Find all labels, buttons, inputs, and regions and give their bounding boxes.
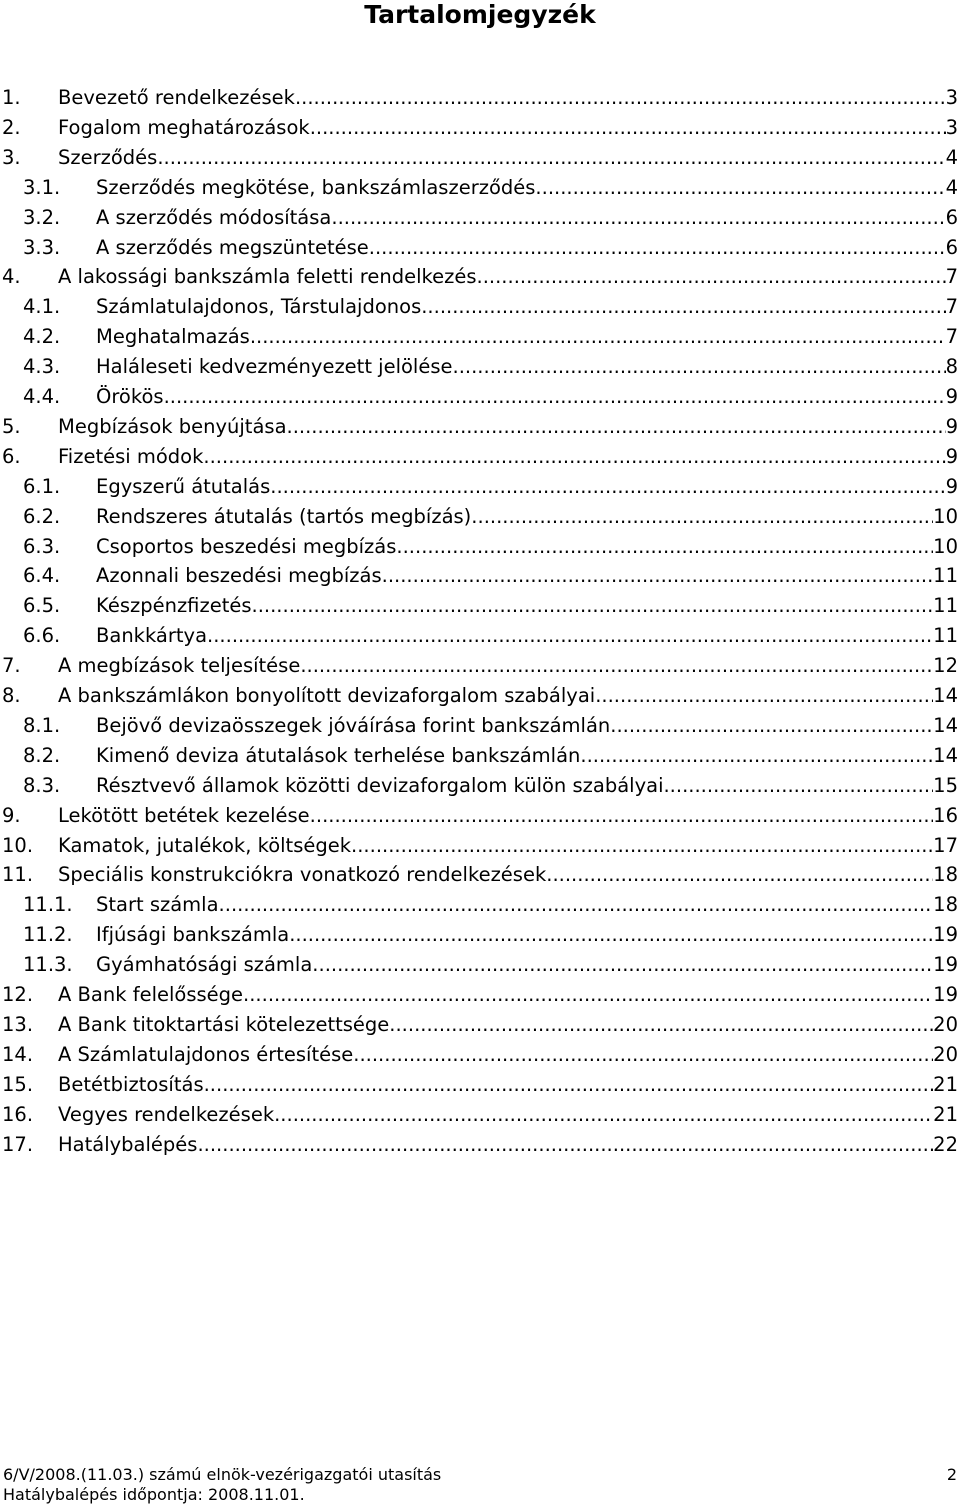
toc-dot-leader: [203, 442, 945, 472]
toc-entry[interactable]: [0, 1010, 960, 1040]
toc-entry-title: Kimenő deviza átutalások terhelése bankszámlán: [96, 743, 581, 767]
page-title: Tartalomjegyzék: [364, 0, 596, 29]
toc-entry-title: A lakossági bankszámla feletti rendelkezés: [58, 265, 477, 289]
toc-entry-number: 6.1.: [23, 474, 61, 498]
toc-entry-title: Örökös: [96, 385, 164, 408]
toc-entry-number: 11.: [2, 863, 34, 887]
toc-dot-leader: [295, 83, 946, 113]
toc-entry-page: 18: [933, 863, 958, 887]
toc-entry[interactable]: [0, 1040, 960, 1070]
toc-entry[interactable]: [0, 591, 960, 621]
toc-entry-number: 6.4.: [23, 564, 61, 588]
toc-entry[interactable]: [0, 292, 960, 322]
toc-entry-page: 11: [933, 624, 958, 648]
toc-entry-page: 21: [933, 1072, 958, 1096]
toc-entry-page: 7: [945, 295, 958, 319]
toc-entry[interactable]: [0, 1100, 960, 1130]
toc-entry[interactable]: [0, 83, 960, 113]
toc-entry-number: 3.1.: [23, 175, 61, 199]
toc-dot-leader: [382, 561, 934, 591]
toc-entry[interactable]: [0, 621, 960, 651]
toc-entry[interactable]: [0, 262, 960, 292]
toc-entry[interactable]: [0, 412, 960, 442]
toc-entry-number: 6.: [2, 444, 21, 468]
toc-entry-number: 9.: [2, 803, 21, 827]
toc-entry-title: Résztvevő államok közötti devizaforgalom külön szabályai: [96, 773, 664, 797]
toc-entry-title: A szerződés megszüntetése: [96, 235, 369, 259]
toc-entry-number: 6.3.: [23, 534, 61, 558]
toc-entry-title: Lekötött betétek kezelése: [58, 803, 310, 827]
toc-dot-leader: [351, 831, 933, 861]
footer-page-number: 2: [946, 1465, 957, 1484]
toc-dot-leader: [287, 412, 946, 442]
toc-dot-leader: [471, 502, 933, 532]
toc-entry-number: 6.5.: [23, 594, 61, 618]
toc-entry-title: Megbízások benyújtása: [58, 414, 287, 438]
toc-entry[interactable]: [0, 113, 960, 143]
toc-entry-title: Gyámhatósági számla: [96, 953, 313, 977]
toc-entry[interactable]: [0, 801, 960, 831]
toc-entry-number: 6.6.: [23, 624, 61, 648]
toc-entry[interactable]: [0, 143, 960, 173]
toc-entry-number: 8.2.: [23, 743, 61, 767]
toc-entry-page: 16: [933, 803, 958, 827]
toc-entry-title: Készpénzfizetés: [96, 594, 252, 618]
toc-dot-leader: [610, 711, 933, 741]
toc-entry-page: 11: [933, 594, 958, 618]
toc-entry-number: 8.1.: [23, 713, 61, 737]
footer-line-2: [3, 1485, 957, 1505]
toc-entry-title: A Bank felelőssége: [58, 983, 244, 1006]
toc-entry-title: Fizetési módok: [58, 444, 204, 468]
toc-dot-leader: [289, 920, 933, 950]
toc-dot-leader: [310, 801, 934, 831]
footer-line-1: [3, 1465, 957, 1485]
toc-entry-title: Start számla: [96, 893, 219, 917]
toc-dot-leader: [353, 1040, 933, 1070]
toc-entry-number: 15.: [2, 1072, 34, 1096]
toc-entry[interactable]: [0, 860, 960, 890]
toc-dot-leader: [595, 681, 933, 711]
toc-entry-page: 19: [933, 983, 958, 1006]
toc-entry[interactable]: [0, 532, 960, 562]
toc-entry-page: 22: [933, 1132, 958, 1156]
toc-entry[interactable]: [0, 322, 960, 352]
toc-dot-leader: [270, 472, 945, 502]
toc-entry[interactable]: [0, 561, 960, 591]
toc-dot-leader: [535, 173, 945, 203]
toc-entry-title: Vegyes rendelkezések: [58, 1102, 275, 1126]
toc-entry-number: 11.1.: [23, 893, 73, 917]
toc-entry[interactable]: [0, 352, 960, 382]
toc-dot-leader: [331, 203, 945, 233]
toc-entry[interactable]: [0, 920, 960, 950]
toc-entry-title: A szerződés módosítása: [96, 205, 332, 229]
toc-dot-leader: [477, 262, 946, 292]
toc-entry[interactable]: [0, 651, 960, 681]
toc-dot-leader: [157, 143, 945, 173]
toc-dot-leader: [274, 1100, 933, 1130]
toc-entry[interactable]: [0, 203, 960, 233]
toc-entry-number: 4.: [2, 265, 21, 289]
toc-entry-title: Csoportos beszedési megbízás: [96, 534, 397, 558]
toc-dot-leader: [421, 292, 945, 322]
toc-entry[interactable]: [0, 741, 960, 771]
toc-entry-page: 19: [933, 953, 958, 977]
toc-entry-number: 4.2.: [23, 325, 61, 349]
footer-effective-date: Hatálybalépés időpontja: 2008.11.01.: [3, 1485, 305, 1504]
toc-entry[interactable]: [0, 472, 960, 502]
toc-entry-title: A Bank titoktartási kötelezettsége: [58, 1012, 390, 1036]
toc-entry-number: 8.3.: [23, 773, 61, 797]
toc-entry-number: 17.: [2, 1132, 34, 1156]
toc-entry-number: 2.: [2, 115, 21, 139]
toc-entry[interactable]: [0, 442, 960, 472]
toc-entry-number: 3.3.: [23, 235, 61, 259]
toc-dot-leader: [369, 233, 946, 263]
toc-entry-number: 13.: [2, 1012, 34, 1036]
toc-entry-number: 7.: [2, 654, 21, 678]
toc-entry-page: 20: [933, 1042, 958, 1066]
toc-entry-number: 8.: [2, 684, 21, 707]
toc-entry-page: 9: [945, 414, 958, 438]
toc-entry-number: 5.: [2, 414, 21, 438]
toc-entry-number: 12.: [2, 983, 34, 1006]
toc-dot-leader: [389, 1010, 933, 1040]
toc-entry-title: Számlatulajdonos, Társtulajdonos: [96, 295, 422, 319]
toc-entry-page: 6: [945, 205, 958, 229]
toc-entry-number: 3.2.: [23, 205, 61, 229]
toc-dot-leader: [663, 771, 933, 801]
toc-entry[interactable]: [0, 831, 960, 861]
toc-dot-leader: [310, 113, 946, 143]
toc-entry-page: 6: [945, 235, 958, 259]
toc-entry-page: 9: [945, 474, 958, 498]
toc-entry-title: Kamatok, jutalékok, költségek: [58, 833, 352, 857]
toc-dot-leader: [580, 741, 933, 771]
toc-entry-number: 6.2.: [23, 504, 61, 528]
toc-entry-number: 14.: [2, 1042, 34, 1066]
toc-entry-page: 10: [933, 534, 958, 558]
toc-entry-page: 4: [945, 145, 958, 169]
toc-entry-page: 12: [933, 654, 958, 678]
toc-dot-leader: [250, 322, 946, 352]
toc-entry-number: 1.: [2, 86, 21, 109]
toc-entry-number: 11.2.: [23, 923, 73, 947]
toc-entry-title: Bejövő devizaösszegek jóváírása forint bankszámlán: [96, 713, 611, 737]
toc-entry[interactable]: [0, 950, 960, 980]
toc-dot-leader: [243, 980, 933, 1010]
toc-entry-page: 14: [933, 684, 958, 707]
toc-entry-title: Szerződés megkötése, bankszámlaszerződés: [96, 175, 536, 199]
toc-entry-title: Hatálybalépés: [58, 1132, 198, 1156]
toc-entry[interactable]: [0, 233, 960, 263]
toc-entry-title: Bevezető rendelkezések: [58, 86, 295, 109]
toc-entry-title: Speciális konstrukciókra vonatkozó rendelkezések: [58, 863, 547, 887]
toc-dot-leader: [396, 532, 933, 562]
toc-entry-page: 7: [945, 265, 958, 289]
toc-entry-page: 9: [945, 444, 958, 468]
toc-entry-page: 19: [933, 923, 958, 947]
toc-entry-title: A megbízások teljesítése: [58, 654, 301, 678]
toc-dot-leader: [164, 382, 946, 412]
toc-entry[interactable]: [0, 502, 960, 532]
toc-entry-page: 7: [945, 325, 958, 349]
toc-entry-page: 21: [933, 1102, 958, 1126]
toc-entry[interactable]: [0, 173, 960, 203]
toc-entry-title: Szerződés: [58, 145, 158, 169]
toc-entry-number: 4.4.: [23, 385, 61, 408]
toc-entry-title: A bankszámlákon bonyolított devizaforgalom szabályai: [58, 684, 596, 707]
toc-entry[interactable]: [0, 1130, 960, 1160]
toc-dot-leader: [300, 651, 933, 681]
toc-entry-number: 3.: [2, 145, 21, 169]
toc-entry-title: Meghatalmazás: [96, 325, 250, 349]
toc-entry-title: Bankkártya: [96, 624, 208, 648]
toc-entry[interactable]: [0, 681, 960, 711]
toc-entry-page: 9: [945, 385, 958, 408]
toc-entry-page: 3: [945, 115, 958, 139]
toc-entry-page: 17: [933, 833, 958, 857]
toc-entry-title: A Számlatulajdonos értesítése: [58, 1042, 354, 1066]
toc-entry-number: 10.: [2, 833, 34, 857]
toc-entry[interactable]: [0, 890, 960, 920]
toc-entry-page: 3: [945, 86, 958, 109]
toc-entry[interactable]: [0, 771, 960, 801]
toc-entry[interactable]: [0, 711, 960, 741]
toc-entry-title: Rendszeres átutalás (tartós megbízás): [96, 504, 472, 528]
toc-entry-title: Ifjúsági bankszámla: [96, 923, 290, 947]
toc-entry-title: Betétbiztosítás: [58, 1072, 204, 1096]
toc-entry-number: 11.3.: [23, 953, 73, 977]
toc-dot-leader: [252, 591, 934, 621]
toc-entry-page: 14: [933, 743, 958, 767]
toc-entry-page: 11: [933, 564, 958, 588]
toc-entry-page: 15: [933, 773, 958, 797]
toc-entry-number: 16.: [2, 1102, 34, 1126]
toc-dot-leader: [197, 1130, 933, 1160]
footer-regulation-reference: 6/V/2008.(11.03.) számú elnök-vezérigazgatói utasítás: [3, 1465, 442, 1484]
toc-dot-leader: [204, 1070, 934, 1100]
toc-dot-leader: [546, 860, 933, 890]
toc-dot-leader: [312, 950, 933, 980]
toc-dot-leader: [453, 352, 946, 382]
toc-entry-page: 18: [933, 893, 958, 917]
toc-dot-leader: [219, 890, 934, 920]
toc-entry[interactable]: [0, 382, 960, 412]
toc-entry-title: Haláleseti kedvezményezett jelölése: [96, 355, 453, 379]
toc-entry-title: Egyszerű átutalás: [96, 474, 271, 498]
toc-entry-page: 14: [933, 713, 958, 737]
toc-dot-leader: [207, 621, 933, 651]
toc-entry-title: Fogalom meghatározások: [58, 115, 310, 139]
toc-entry-number: 4.1.: [23, 295, 61, 319]
toc-entry-title: Azonnali beszedési megbízás: [96, 564, 382, 588]
toc-entry-page: 4: [945, 175, 958, 199]
toc-entry-page: 10: [933, 504, 958, 528]
toc-entry[interactable]: [0, 1070, 960, 1100]
toc-entry-page: 20: [933, 1012, 958, 1036]
toc-entry[interactable]: [0, 980, 960, 1010]
toc-entry-number: 4.3.: [23, 355, 61, 379]
toc-entry-page: 8: [945, 355, 958, 379]
